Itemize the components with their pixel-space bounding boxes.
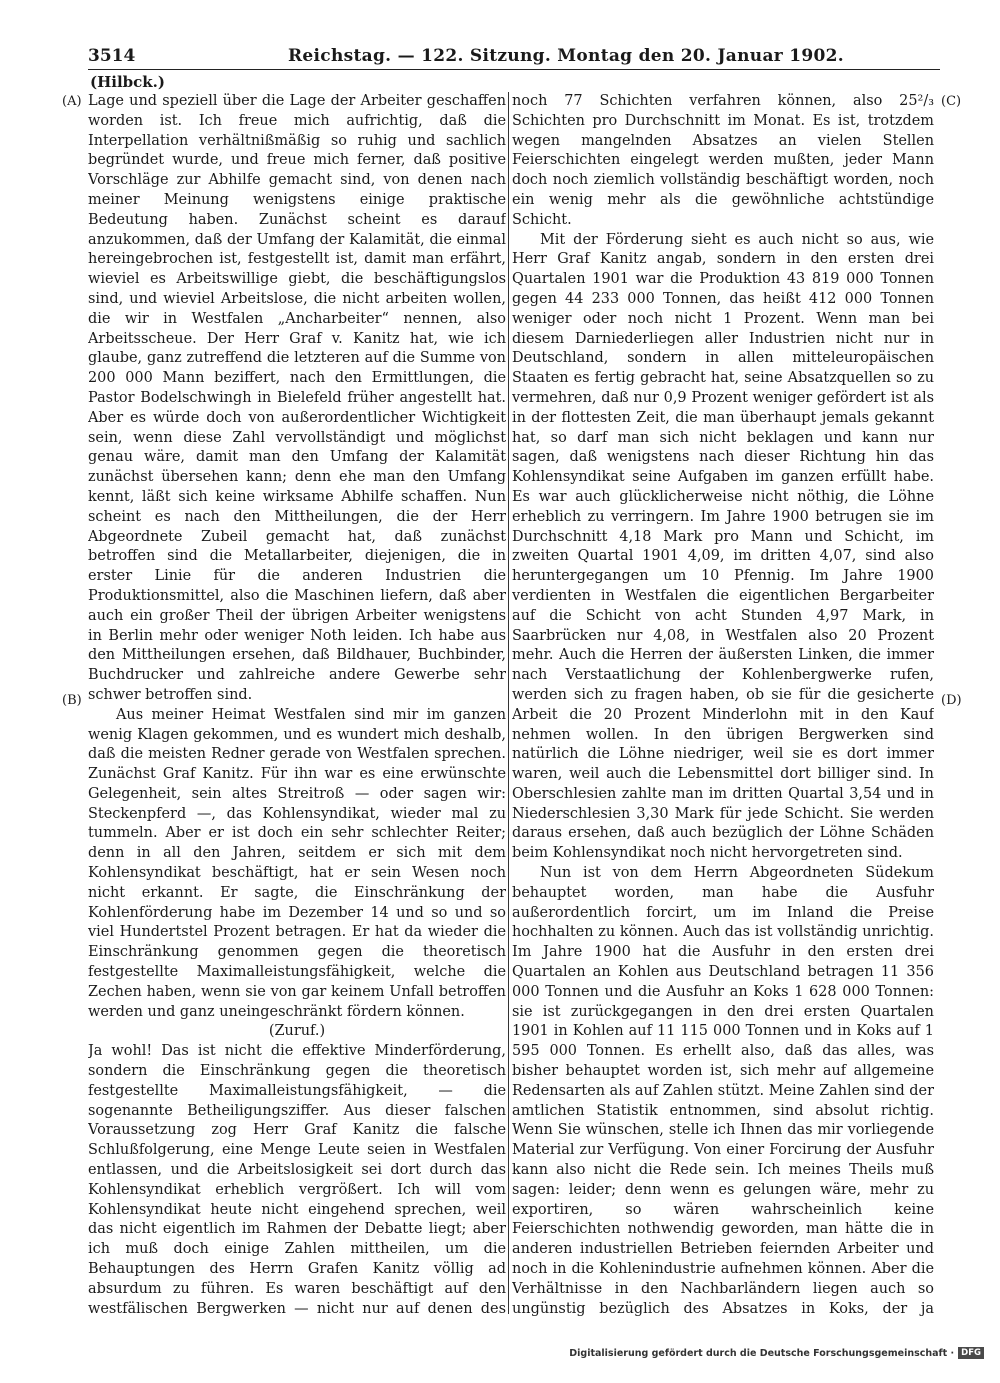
paragraph: Aus meiner Heimat Westfalen sind mir im ganzen wenig Klagen gekommen, und es wundert mich deshalb, daß die meisten Redner gerade von Westfalen sprechen. Zunächst Graf Kanitz. Für ihn war es eine erwünschte Gelegenheit, sein altes Streitroß — oder sagen wir: Steckenpferd —, das Kohlensyndikat, wieder mal zu tummeln. Aber er ist doch ein sehr schlechter Reiter; denn in all den Jahren, seitdem er sich mit dem Kohlensyndikat beschäftigt, hat er sein Wesen noch nicht erkannt. Er sagte, die Einschränkung der Kohlenförderung habe im Dezember 14 und so und so viel Hundertstel Prozent betragen. Er hat da wieder die Einschränkung genommen gegen die theoretisch festgestellte Maximalleistungsfähigkeit, welche die Zechen haben, wenn sie von gar keinem Unfall betroffen werden und ganz uneingeschränkt fördern können. [88,706,506,1020]
paragraph: Lage und speziell über die Lage der Arbeiter geschaffen worden ist. Ich freue mich aufrichtig, daß die Interpellation verhältnißmäßig so ruhig und sachlich begründet wurde, und freue mich ferner, daß positive Vorschläge zur Abhilfe gemacht sind, von denen nach meiner Meinung wenigstens einige praktische Bedeutung haben. Zunächst scheint es darauf anzukommen, daß der Umfang der Kalamität, die einmal hereingebrochen ist, festgestellt ist, damit man erfährt, wieviel es Arbeitswillige giebt, die beschäftigungslos sind, und wieviel Arbeitslose, die nicht arbeiten wollen, die wir in Westfalen „Ancharbeiter“ nennen, also Arbeitsscheue. Der Herr Graf v. Kanitz hat, wie ich glaube, ganz zutreffend die letzteren auf die Summe von 200 000 Mann beziffert, nach den Ermittlungen, die Pastor Bodelschwingh in Bielefeld früher angestellt hat. Aber es würde doch von außerordentlicher Wichtigkeit sein, wenn diese Zahl vervollständigt und möglichst genau wäre, damit man den Umfang der Kalamität zunächst übersehen kann; denn ehe man den Umfang kennt, läßt sich keine wirksame Abhilfe schaffen. Nun scheint es nach den Mittheilungen, die der Herr Abgeordnete Zubeil gemacht hat, daß zunächst betroffen sind die Metallarbeiter, diejenigen, die in erster Linie für die anderen Industrien die Produktionsmittel, also die Maschinen liefern, daß aber auch ein großer Theil der übrigen Arbeiter wenigstens in Berlin mehr oder weniger Noth leiden. Ich habe aus den Mittheilungen ersehen, daß Bildhauer, Buchbinder, Buchdrucker und zahlreiche andere Gewerbe sehr schwer betroffen sind. [88,93,506,703]
paragraph: noch 77 Schichten verfahren können, also 25²/₃ Schichten pro Durchschnitt im Monat. Es ist, trotzdem wegen mangelnden Absatzes an vielen Stellen Feierschichten eingelegt werden mußten, jeder Mann doch noch ziemlich vollständig beschäftigt worden, noch ein wenig mehr als die gewöhnliche achtstündige Schicht. [512,93,934,228]
speaker-tag: (Hilbck.) [90,73,165,91]
margin-mark-d: (D) [941,693,962,708]
left-column [88,92,506,1317]
paragraph: Mit der Förderung sieht es auch nicht so aus, wie Herr Graf Kanitz angab, sondern in den ersten drei Quartalen 1901 war die Produktion 43 819 000 Tonnen gegen 44 233 000 Tonnen, das heißt 412 000 Tonnen weniger oder noch nicht 1 Prozent. Wenn man bei diesem Darniederliegen aller Industrien nicht nur in Deutschland, sondern in allen mitteleuropäischen Staaten es fertig gebracht hat, seine Absatzquellen so zu vermehren, daß nur 0,9 Prozent weniger gefördert ist als in der flottesten Zeit, die man überhaupt jemals gekannt hat, so darf man sich nicht beklagen und kann nur sagen, daß wenigstens nach dieser Richtung hin das Kohlensyndikat seine Aufgaben im ganzen erfüllt habe. Es war auch glücklicherweise nicht nöthig, die Löhne erheblich zu verringern. Im Jahre 1900 betrugen sie im Durchschnitt 4,18 Mark pro Mann und Schicht, im zweiten Quartal 1901 4,09, im dritten 4,07, sind also heruntergegangen um 10 Pfennig. Im Jahre 1900 verdienten in Westfalen die eigentlichen Bergarbeiter auf die Schicht von acht Stunden 4,97 Mark, in Saarbrücken nur 4,08, in Westfalen also 20 Prozent mehr. Auch die Herren der äußersten Linken, die immer nach Verstaatlichung der Kohlenbergwerke rufen, werden sich zu fragen haben, ob sie für die gesicherte Arbeit die 20 Prozent Minderlohn mit in den Kauf nehmen wollen. In den übrigen Bergwerken sind natürlich die Löhne niedriger, weil sie es dort immer waren, weil auch die Lebensmittel dort billiger sind. In Oberschlesien zahlte man im dritten Quartal 3,54 und in Niederschlesien 3,30 Mark für jede Schicht. Sie werden daraus ersehen, daß auch bezüglich der Löhne Schäden beim Kohlensyndikat noch nicht hervorgetreten sind. [512,231,934,862]
footer-bar [569,1342,1000,1364]
page-header [88,44,938,70]
paragraph: Nun ist von dem Herrn Abgeordneten Südekum behauptet worden, man habe die Ausfuhr außerordentlich forcirt, um im Inland die Preise hochhalten zu können. Auch das ist vollständig unrichtig. Im Jahre 1900 hat die Ausfuhr in den ersten drei Quartalen an Kohlen aus Deutschland betragen 11 356 000 Tonnen und die Ausfuhr an Koks 1 628 000 Tonnen: sie ist zurückgegangen in den drei ersten Quartalen 1901 in Kohlen auf 11 115 000 Tonnen und in Koks auf 1 595 000 Tonnen. Es erhellt also, daß das alles, was bisher behauptet worden ist, sich mehr auf allgemeine Redensarten als auf Zahlen stützt. Meine Zahlen sind der amtlichen Statistik entnommen, sind absolut richtig. Wenn Sie wünschen, stelle ich Ihnen das mir vorliegende Material zur Verfügung. Von einer Forcirung der Ausfuhr kann also nicht die Rede sein. Ich meines Theils muß sagen: leider; denn wenn es gelungen wäre, mehr zu exportiren, so wären wahrscheinlich keine Feierschichten nothwendig geworden, man hätte die in anderen industriellen Betrieben feiernden Arbeiter und noch in die Kohlenindustrie aufnehmen können. Aber die Verhältnisse in den Nachbarländern liegen auch so ungünstig bezüglich des Absatzes in Koks, der ja [512,865,934,1317]
margin-mark-b: (B) [62,693,82,708]
footer-credit: Digitalisierung gefördert durch die Deutsche Forschungsgemeinschaft · [569,1347,955,1359]
header-rule [88,69,940,70]
margin-mark-c: (C) [941,94,962,109]
page-number: 3514 [88,46,136,66]
interjection: (Zuruf.) [268,1023,326,1040]
right-column [512,92,934,1317]
running-title: Reichstag. — 122. Sitzung. Montag den 20. Januar 1902. [288,46,844,66]
dfg-logo-icon: DFG [958,1347,984,1359]
margin-mark-a: (A) [62,94,82,109]
paragraph: Ja wohl! Das ist nicht die effektive Minderförderung, sondern die Einschränkung gegen die theoretisch festgestellte Maximalleistungsfähigkeit, — die sogenannte Betheiligungsziffer. Aus dieser falschen Voraussetzung zog Herr Graf Kanitz die falsche Schlußfolgerung, eine Menge Leute seien in Westfalen entlassen, und die Arbeitslosigkeit sei dort durch das Kohlensyndikat erheblich vergrößert. Ich will vom Kohlensyndikat heute nicht eingehend sprechen, weil das nicht eigentlich im Rahmen der Debatte liegt; aber ich muß doch einige Zahlen mittheilen, um die Behauptungen des Herrn Grafen Kanitz völlig ad absurdum zu führen. Es waren beschäftigt auf den westfälischen Bergwerken — nicht nur auf denen des [88,1043,506,1317]
column-divider [508,92,509,1314]
